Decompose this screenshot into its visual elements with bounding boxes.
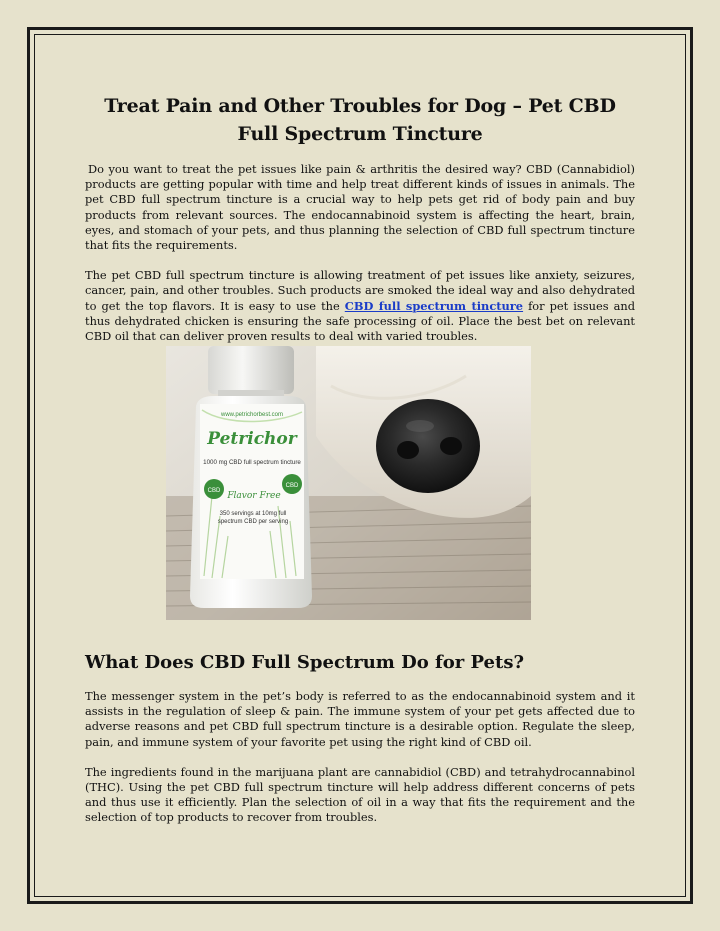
paragraph-treatment: [85, 268, 635, 344]
cbd-tincture-link[interactable]: CBD full spectrum tincture: [344, 298, 524, 313]
article-intro: [85, 92, 635, 344]
label-flavor: Flavor Free: [227, 491, 281, 501]
article-section-body: [85, 689, 635, 826]
product-photo: [166, 346, 531, 620]
paragraph-treatment-text-1: The pet CBD full spectrum tincture is allowing treatment of pet issues like anxiety, seizures, cancer, pain, and other troubles. Such products are smoked the ideal way and also dehydrated to get the top flavors. It is easy to use the: [85, 268, 635, 313]
label-strength: 1000 mg CBD full spectrum tincture: [203, 459, 301, 466]
label-badge-left: CBD: [207, 488, 221, 494]
paragraph-treatment-text-2: for pet issues and thus dehydrated chicken is ensuring the safe processing of oil. Place the best bet on relevant CBD oil that can deliver proven results to deal with varied troubles.: [85, 298, 635, 344]
article-title: Treat Pain and Other Troubles for Dog – Pet CBD Full Spectrum Tincture: [104, 95, 616, 145]
product-photo-illustration: [166, 346, 531, 620]
paragraph-ingredients: The ingredients found in the marijuana plant are cannabidiol (CBD) and tetrahydrocannabinol (THC). Using the pet CBD full spectrum tincture will help address different concerns of pets and thus use it efficiently. Plan the selection of oil in a way that fits the requirement and the selection of top products to recover from troubles.: [85, 764, 635, 825]
label-brand: Petrichor: [207, 429, 297, 449]
label-servings: 350 servings at 10mg full spectrum CBD per serving: [217, 511, 289, 525]
section-heading: What Does CBD Full Spectrum Do for Pets?: [85, 652, 524, 673]
paragraph-endocannabinoid: The messenger system in the pet’s body is referred to as the endocannabinoid system and it assists in the regulation of sleep & pain. The immune system of your pet gets affected due to adverse reasons and pet CBD full spectrum tincture is a desirable option. Regulate the sleep, pain, and immune system of your favorite pet using the right kind of CBD oil.: [85, 689, 635, 749]
label-url: www.petrichorbest.com: [220, 412, 284, 418]
paragraph-intro: Do you want to treat the pet issues like pain & arthritis the desired way? CBD (Cannabidiol) products are getting popular with time and help treat different kinds of issues in animals. The pet CBD full spectrum tincture is a crucial way to help pets get rid of body pain and buy products from relevant sources. The endocannabinoid system is affecting the heart, brain, eyes, and stomach of your pets, and thus planning the selection of CBD full spectrum tincture that fits the requirements.: [85, 162, 635, 253]
label-badge-right: CBD: [285, 483, 299, 489]
